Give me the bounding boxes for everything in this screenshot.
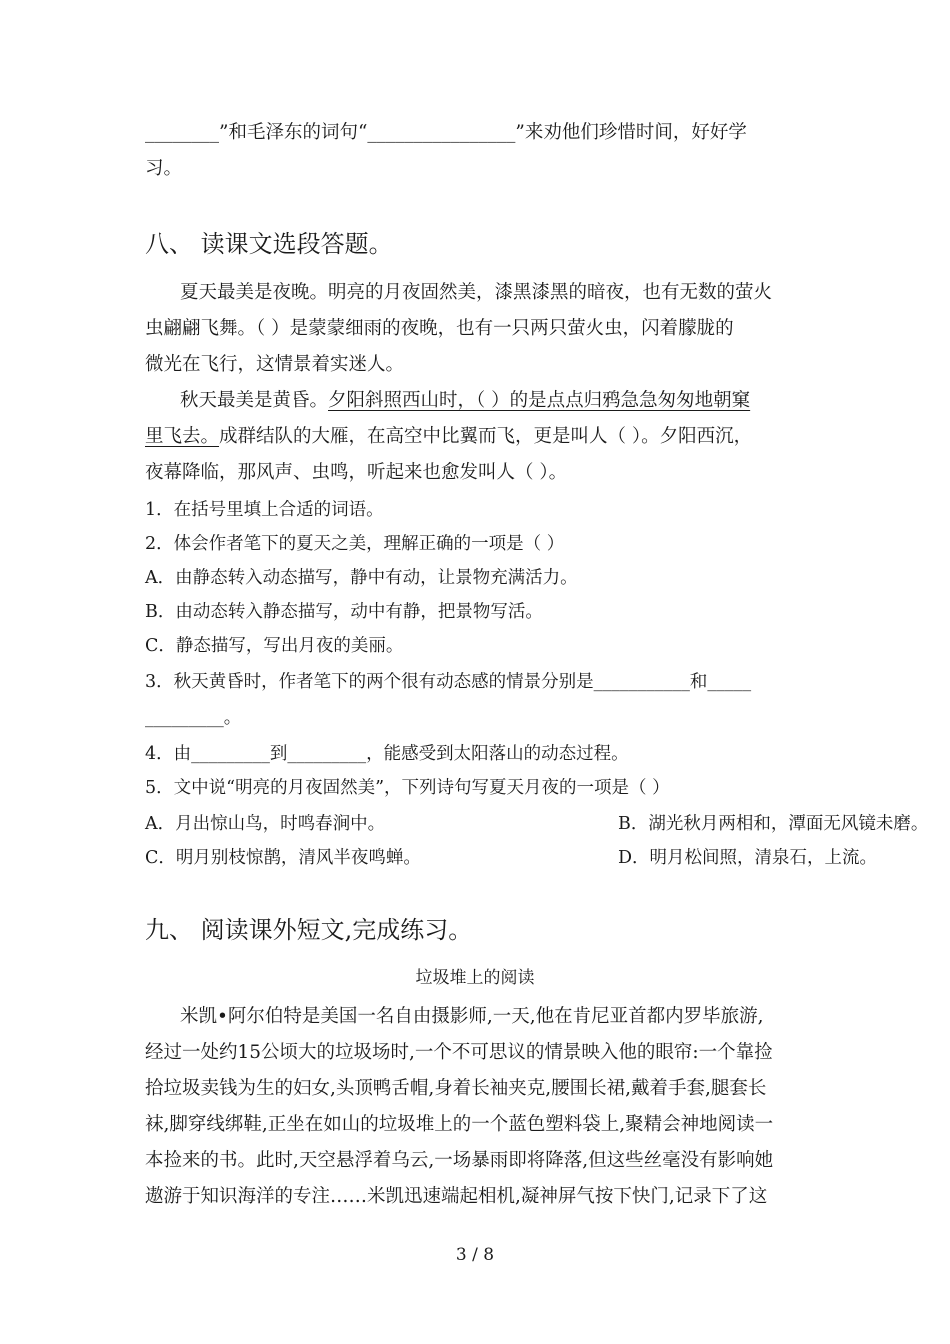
passage-line: 夜幕降临，那风声、虫鸣，听起来也愈发叫人（ ）。: [145, 462, 568, 483]
article-line: 经过一处约15公顷大的垃圾场时,一个不可思议的情景映入他的眼帘:一个靠捡: [145, 1042, 773, 1063]
article-line: 遨游于知识海洋的专注……米凯迅速端起相机,凝神屏气按下快门,记录下了这: [145, 1186, 768, 1207]
option-c: C．明月别枝惊鹊，清风半夜鸣蝉。: [145, 848, 421, 868]
section-8-heading: 八、 读课文选段答题。: [145, 230, 393, 258]
underlined-sentence: 里飞去。: [145, 426, 220, 447]
question-5: 5．文中说“明亮的月夜固然美”，下列诗句写夏天月夜的一项是（ ）: [145, 778, 670, 798]
question-5-row-2: [145, 848, 878, 868]
option-a: A．月出惊山鸟，时鸣春涧中。: [145, 814, 386, 834]
article-line: 米凯•阿尔伯特是美国一名自由摄影师,一天,他在肯尼亚首都内罗毕旅游,: [180, 1006, 764, 1027]
underlined-sentence: 夕阳斜照西山时，（ ）的是点点归鸦急急匆匆地朝窠: [328, 390, 751, 411]
intro-line-1: ________”和毛泽东的词句“________________”来劝他们珍惜时间，好好学: [145, 122, 747, 143]
article-title: 垃圾堆上的阅读: [415, 968, 535, 988]
article-line: 本捡来的书。此时,天空悬浮着乌云,一场暴雨即将降落,但这些丝毫没有影响她: [145, 1150, 774, 1171]
question-3: 3．秋天黄昏时，作者笔下的两个很有动态感的情景分别是___________和_____: [145, 672, 752, 692]
passage-text: 成群结队的大雁，在高空中比翼而飞，更是叫人（ ）。夕阳西沉，: [219, 426, 753, 447]
option-b: B．由动态转入静态描写，动中有静，把景物写活。: [145, 602, 543, 622]
passage-line: 夏天最美是夜晚。明亮的月夜固然美，漆黑漆黑的暗夜，也有无数的萤火: [180, 282, 773, 303]
option-b: B．湖光秋月两相和，潭面无风镜未磨。: [618, 814, 929, 834]
option-a: A．由静态转入动态描写，静中有动，让景物充满活力。: [145, 568, 578, 588]
option-c: C．静态描写，写出月夜的美丽。: [145, 636, 404, 656]
passage-line: [145, 428, 752, 447]
passage-text: 秋天最美是黄昏。: [180, 390, 329, 411]
passage-line: [180, 392, 750, 411]
section-9-heading: 九、 阅读课外短文,完成练习。: [145, 916, 473, 944]
passage-line: 微光在飞行，这情景着实迷人。: [145, 354, 405, 375]
article-line: 拾垃圾卖钱为生的妇女,头顶鸭舌帽,身着长袖夹克,腰围长裙,戴着手套,腿套长: [145, 1078, 767, 1099]
option-d: D．明月松间照，清泉石，上流。: [618, 848, 878, 868]
question-3-cont: _________。: [145, 708, 242, 728]
page-number: 3 / 8: [455, 1245, 495, 1265]
question-2: 2．体会作者笔下的夏天之美，理解正确的一项是（ ）: [145, 534, 565, 554]
question-1: 1．在括号里填上合适的词语。: [145, 500, 384, 520]
intro-line-2: 习。: [145, 158, 183, 179]
question-4: 4．由_________到_________，能感受到太阳落山的动态过程。: [145, 744, 629, 764]
question-5-row-1: [145, 814, 929, 834]
passage-line: 虫翩翩飞舞。（ ）是蒙蒙细雨的夜晚，也有一只两只萤火虫，闪着朦胧的: [145, 318, 734, 339]
article-line: 袜,脚穿线绑鞋,正坐在如山的垃圾堆上的一个蓝色塑料袋上,聚精会神地阅读一: [145, 1114, 774, 1135]
